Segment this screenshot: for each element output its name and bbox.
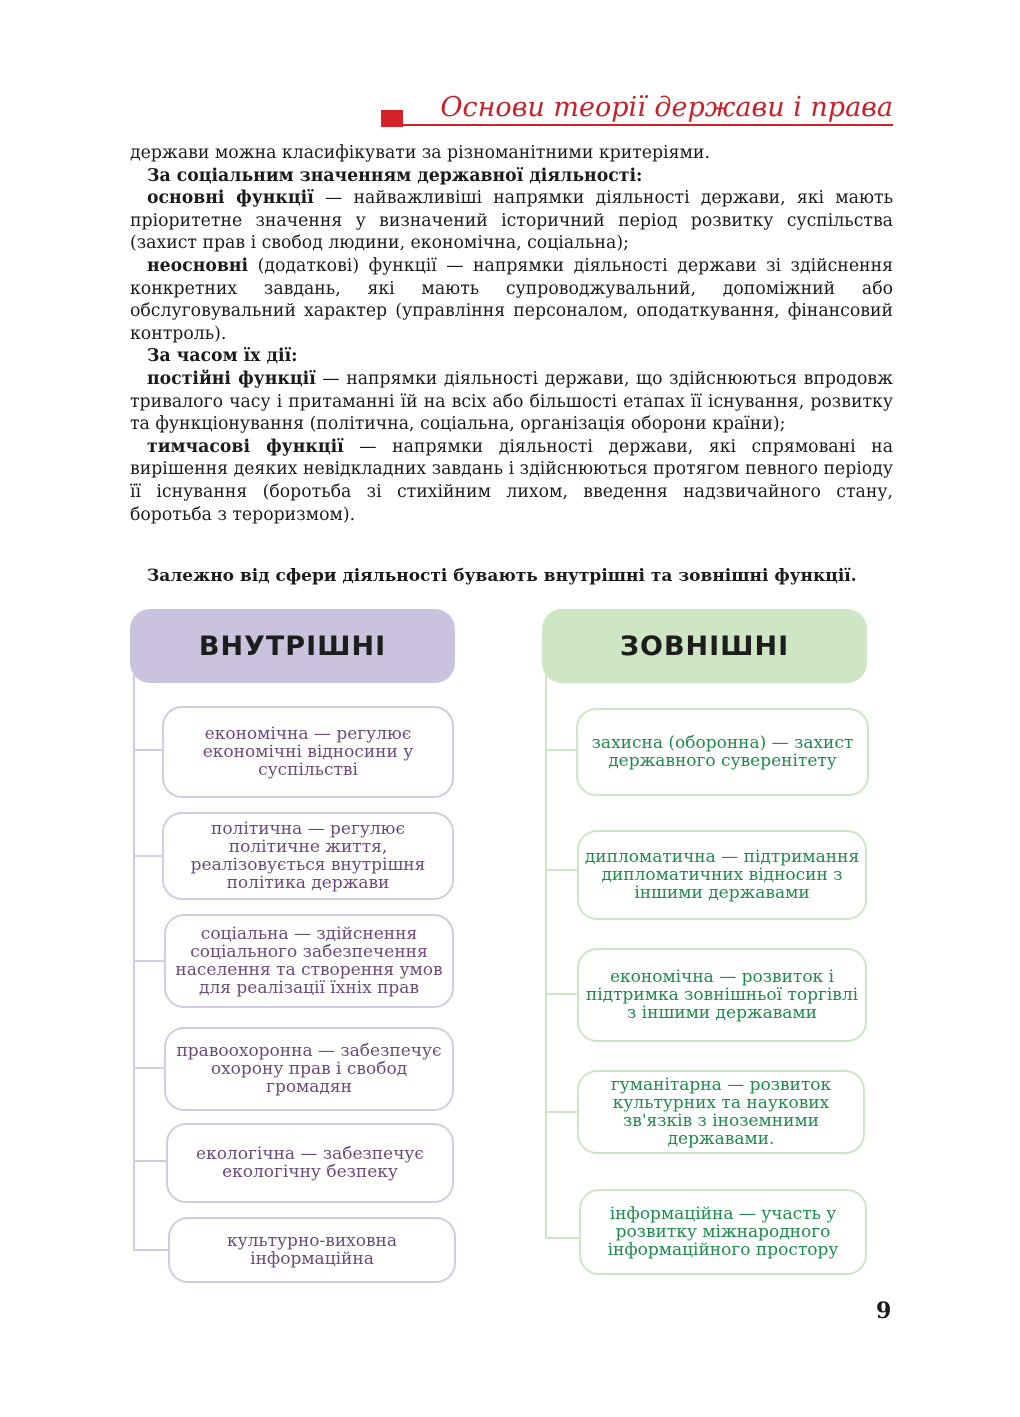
internal-connector-6 (133, 1249, 168, 1251)
paragraph-permanent-functions (130, 368, 893, 436)
external-function-diplomatic: дипломатична — підтримання дипломатичних відносин з іншими державами (577, 830, 867, 920)
definition-permanent-functions: — напрямки діяльності держави, що здійснюються впродовж тривалого часу і притаманні їй на всіх або більшості етапах її існування, розвитку та функціонування (політична, соціальна, організація оборони країни); (130, 368, 893, 435)
paragraph-intro: держави можна класифікувати за різноманітними критеріями. (130, 143, 710, 163)
internal-connector-5 (133, 1160, 166, 1162)
external-function-defense: захисна (оборонна) — захист державного суверенітету (576, 708, 869, 796)
body-text (130, 142, 893, 526)
running-header-title: Основи теорії держави і права (440, 92, 893, 123)
paragraph-secondary-functions (130, 255, 893, 345)
external-connector-4 (545, 1111, 577, 1113)
internal-connector-2 (133, 855, 162, 857)
external-function-economic: економічна — розвиток і підтримка зовнішньої торгівлі з іншими державами (577, 948, 867, 1042)
internal-connector-3 (133, 960, 164, 962)
term-permanent-functions: постійні функції (147, 368, 316, 389)
definition-main-functions: — найважливіші напрямки діяльності держави, які мають пріоритетне значення у визначений історичний період розвитку суспільства (захист прав і свобод людини, економічна, соціальна); (130, 188, 894, 254)
internal-connector-1 (133, 749, 162, 751)
internal-function-social: соціальна — здійснення соціального забезпечення населення та створення умов для реалізації їхніх прав (164, 914, 454, 1008)
internal-function-ecological: екологічна — забезпечує екологічну безпеку (166, 1123, 454, 1203)
heading-duration: За часом їх дії: (147, 346, 298, 367)
internal-function-cultural: культурно-виховна інформаційна (168, 1217, 456, 1283)
external-function-humanitarian: гуманітарна — розвиток культурних та наукових зв'язків з іноземними державами. (577, 1070, 865, 1154)
term-main-functions: основні функції (147, 188, 314, 209)
external-functions-header: ЗОВНІШНІ (542, 609, 867, 683)
definition-secondary-functions: (додаткові) функції — напрямки діяльності держави зі здійснення конкретних завдань, які мають супроводжувальний, допоміжний або обслуговувальний характер (управління персоналом, оподаткування, фінансовий контроль). (130, 255, 893, 344)
page-number: 9 (876, 1298, 892, 1324)
external-connector-3 (545, 993, 577, 995)
header-accent-bar (381, 110, 403, 127)
internal-connector-4 (133, 1067, 164, 1069)
header-rule (403, 124, 893, 126)
external-connector-1 (545, 749, 576, 751)
external-connector-2 (545, 869, 577, 871)
external-connector-trunk (545, 675, 547, 1239)
heading-social-significance: За соціальним значенням державної діяльності: (147, 165, 643, 186)
term-temporary-functions: тимчасові функції (147, 436, 344, 457)
internal-function-economic: економічна — регулює економічні відносини у суспільстві (162, 706, 454, 798)
definition-temporary-functions: — напрямки діяльності держави, які спрямовані на вирішення деяких невідкладних завдань і здійснюються протягом певного періоду її існування (боротьба зі стихійним лихом, введення надзвичайного стану, боротьба з тероризмом). (130, 436, 893, 525)
term-secondary-functions: неосновні (147, 255, 249, 276)
diagram-lead-sentence: Залежно від сфери діяльності бувають внутрішні та зовнішні функції. (147, 566, 857, 586)
paragraph-main-functions (130, 187, 893, 255)
internal-function-political: політична — регулює політичне життя, реалізовується внутрішня політика держави (162, 812, 454, 900)
internal-function-law-enforcement: правоохоронна — забезпечує охорону прав і свобод громадян (164, 1027, 454, 1111)
internal-connector-trunk (133, 675, 135, 1251)
paragraph-temporary-functions (130, 436, 893, 526)
internal-functions-header: ВНУТРІШНІ (130, 609, 455, 683)
external-function-informational: інформаційна — участь у розвитку міжнародного інформаційного простору (579, 1189, 867, 1275)
external-connector-5 (545, 1237, 579, 1239)
